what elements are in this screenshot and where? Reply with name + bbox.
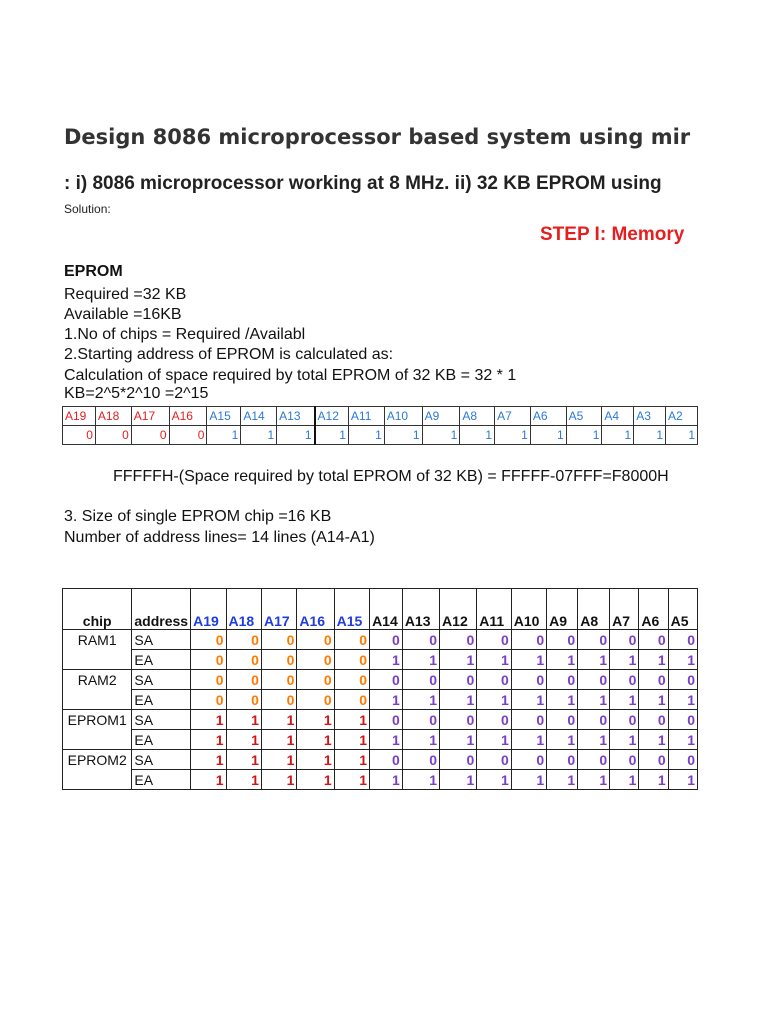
addr-value-a19: 0 (63, 426, 96, 445)
bit-cell: 0 (477, 670, 511, 690)
available-line: Available =16KB (64, 306, 182, 323)
addr-value-a2: 1 (666, 426, 698, 445)
bit-cell: 1 (402, 770, 439, 790)
addr-header-a10: A10 (384, 407, 422, 426)
bit-cell: 0 (334, 690, 369, 710)
bit-cell: 1 (261, 730, 296, 750)
bit-cell: 0 (547, 750, 578, 770)
bit-header-a14: A14 (370, 589, 403, 630)
bit-header-a5: A5 (668, 589, 697, 630)
address-type-cell: EA (132, 770, 191, 790)
memory-row (63, 690, 698, 710)
bit-cell: 0 (334, 630, 369, 650)
bit-cell: 0 (668, 630, 697, 650)
bit-cell: 1 (370, 730, 403, 750)
bit-cell: 1 (334, 750, 369, 770)
addr-header-a14: A14 (241, 407, 277, 426)
addr-value-a13: 1 (277, 426, 315, 445)
bit-header-a9: A9 (547, 589, 578, 630)
bit-cell: 0 (191, 630, 226, 650)
bit-cell: 0 (511, 710, 546, 730)
bit-cell: 1 (261, 710, 296, 730)
bit-cell: 1 (191, 730, 226, 750)
bit-cell: 0 (477, 710, 511, 730)
bit-cell: 1 (477, 650, 511, 670)
bit-cell: 1 (440, 730, 477, 750)
bit-cell: 1 (226, 730, 261, 750)
chip-name-cell: EPROM2 (63, 750, 132, 770)
addr-value-a17: 0 (131, 426, 169, 445)
bit-cell: 1 (639, 690, 668, 710)
bit-cell: 0 (226, 670, 261, 690)
addr-header-a8: A8 (460, 407, 495, 426)
solution-label: Solution: (64, 202, 111, 216)
memory-header-row (63, 589, 698, 630)
bit-cell: 0 (191, 670, 226, 690)
addr-value-a3: 1 (634, 426, 666, 445)
addr-header-a17: A17 (131, 407, 169, 426)
bit-cell: 0 (297, 630, 334, 650)
memory-row (63, 650, 698, 670)
addr-value-a8: 1 (460, 426, 495, 445)
addr-header-a12: A12 (315, 407, 349, 426)
bit-cell: 0 (578, 710, 610, 730)
chip-name-cell (63, 730, 132, 750)
bit-cell: 1 (610, 730, 639, 750)
bit-cell: 0 (297, 670, 334, 690)
bit-cell: 0 (511, 670, 546, 690)
bit-header-a15: A15 (334, 589, 369, 630)
bit-cell: 1 (547, 770, 578, 790)
bit-cell: 1 (191, 710, 226, 730)
bit-cell: 0 (547, 630, 578, 650)
addr-header-a13: A13 (277, 407, 315, 426)
address-type-cell: SA (132, 670, 191, 690)
addr-value-a4: 1 (602, 426, 634, 445)
required-line: Required =32 KB (64, 286, 187, 303)
bit-cell: 1 (578, 770, 610, 790)
addr-header-a19: A19 (63, 407, 96, 426)
bit-cell: 0 (668, 670, 697, 690)
bit-cell: 0 (639, 750, 668, 770)
addr-value-a9: 1 (422, 426, 460, 445)
bit-cell: 1 (578, 690, 610, 710)
addr-header-a9: A9 (422, 407, 460, 426)
memory-row (63, 770, 698, 790)
bit-cell: 1 (334, 730, 369, 750)
bit-header-a18: A18 (226, 589, 261, 630)
bit-cell: 0 (477, 750, 511, 770)
bit-cell: 0 (261, 670, 296, 690)
bit-cell: 1 (334, 710, 369, 730)
bit-cell: 0 (639, 670, 668, 690)
bit-cell: 1 (610, 690, 639, 710)
power-line: KB=2^5*2^10 =2^15 (64, 385, 209, 402)
address-type-cell: SA (132, 710, 191, 730)
address-header-row (63, 407, 698, 426)
address-type-cell: SA (132, 750, 191, 770)
bit-cell: 0 (370, 670, 403, 690)
addr-value-a6: 1 (530, 426, 566, 445)
address-bit-table (62, 406, 698, 445)
bit-cell: 0 (297, 650, 334, 670)
bit-cell: 0 (226, 690, 261, 710)
bit-cell: 1 (639, 730, 668, 750)
bit-header-a7: A7 (610, 589, 639, 630)
bit-cell: 0 (370, 750, 403, 770)
bit-cell: 0 (370, 710, 403, 730)
bit-cell: 1 (511, 690, 546, 710)
bit-cell: 1 (511, 770, 546, 790)
starting-address-line: 2.Starting address of EPROM is calculated as: (64, 346, 394, 363)
bit-cell: 0 (402, 750, 439, 770)
memory-row (63, 750, 698, 770)
bit-cell: 1 (639, 770, 668, 790)
bit-cell: 1 (668, 730, 697, 750)
bit-header-a13: A13 (402, 589, 439, 630)
addr-header-a18: A18 (95, 407, 131, 426)
address-type-cell: SA (132, 630, 191, 650)
bit-cell: 1 (668, 770, 697, 790)
bit-cell: 1 (547, 650, 578, 670)
bit-header-a10: A10 (511, 589, 546, 630)
bit-cell: 1 (370, 770, 403, 790)
bit-cell: 0 (610, 670, 639, 690)
bit-cell: 1 (639, 650, 668, 670)
address-column-header: address (132, 589, 191, 630)
addr-header-a4: A4 (602, 407, 634, 426)
addr-value-a12: 1 (315, 426, 349, 445)
bit-cell: 0 (226, 650, 261, 670)
bit-cell: 1 (191, 770, 226, 790)
chips-line: 1.No of chips = Required /Availabl (64, 326, 306, 343)
chip-name-cell (63, 770, 132, 790)
bit-cell: 0 (402, 670, 439, 690)
bit-cell: 1 (440, 650, 477, 670)
bit-cell: 1 (511, 730, 546, 750)
bit-header-a12: A12 (440, 589, 477, 630)
bit-cell: 0 (261, 630, 296, 650)
bit-header-a11: A11 (477, 589, 511, 630)
addr-value-a18: 0 (95, 426, 131, 445)
bit-cell: 1 (297, 750, 334, 770)
bit-cell: 0 (511, 750, 546, 770)
bit-cell: 1 (477, 730, 511, 750)
eprom-heading: EPROM (64, 263, 123, 280)
addr-header-a15: A15 (207, 407, 241, 426)
address-value-row (63, 426, 698, 445)
bit-cell: 0 (610, 630, 639, 650)
bit-cell: 0 (547, 710, 578, 730)
bit-cell: 1 (261, 750, 296, 770)
memory-map-table (62, 588, 698, 790)
bit-cell: 1 (402, 730, 439, 750)
bit-cell: 0 (191, 650, 226, 670)
addr-value-a7: 1 (495, 426, 531, 445)
bit-cell: 1 (440, 770, 477, 790)
bit-cell: 0 (547, 670, 578, 690)
bit-cell: 0 (668, 710, 697, 730)
addr-value-a15: 1 (207, 426, 241, 445)
addr-value-a10: 1 (384, 426, 422, 445)
memory-row (63, 710, 698, 730)
bit-cell: 0 (511, 630, 546, 650)
bit-cell: 0 (578, 750, 610, 770)
bit-header-a17: A17 (261, 589, 296, 630)
memory-row (63, 630, 698, 650)
bit-cell: 1 (668, 690, 697, 710)
address-type-cell: EA (132, 650, 191, 670)
chip-name-cell: RAM2 (63, 670, 132, 690)
chip-name-cell: RAM1 (63, 630, 132, 650)
bit-cell: 1 (191, 750, 226, 770)
bit-cell: 0 (297, 690, 334, 710)
bit-cell: 0 (610, 750, 639, 770)
bit-cell: 1 (226, 710, 261, 730)
bit-cell: 1 (402, 650, 439, 670)
bit-cell: 0 (610, 710, 639, 730)
bit-cell: 0 (191, 690, 226, 710)
bit-header-a19: A19 (191, 589, 226, 630)
bit-cell: 1 (402, 690, 439, 710)
chip-column-header: chip (63, 589, 132, 630)
bit-cell: 0 (402, 630, 439, 650)
addr-value-a11: 1 (348, 426, 384, 445)
bit-cell: 1 (578, 730, 610, 750)
address-type-cell: EA (132, 730, 191, 750)
bit-cell: 0 (440, 670, 477, 690)
bit-cell: 1 (547, 730, 578, 750)
bit-cell: 1 (370, 650, 403, 670)
chip-name-cell (63, 650, 132, 670)
chip-name-cell (63, 690, 132, 710)
bit-cell: 0 (261, 650, 296, 670)
address-lines-line: Number of address lines= 14 lines (A14-A1) (64, 529, 375, 546)
bit-header-a16: A16 (297, 589, 334, 630)
bit-cell: 1 (226, 750, 261, 770)
bit-cell: 0 (261, 690, 296, 710)
calculation-line: Calculation of space required by total EPROM of 32 KB = 32 * 1 (64, 367, 517, 384)
document-title: Design 8086 microprocessor based system using mir (64, 125, 691, 149)
memory-row (63, 730, 698, 750)
bit-cell: 1 (610, 770, 639, 790)
bit-cell: 0 (578, 670, 610, 690)
bit-cell: 0 (334, 650, 369, 670)
addr-header-a5: A5 (566, 407, 602, 426)
bit-cell: 1 (226, 770, 261, 790)
addr-value-a14: 1 (241, 426, 277, 445)
bit-header-a6: A6 (639, 589, 668, 630)
bit-cell: 0 (370, 630, 403, 650)
problem-statement: : i) 8086 microprocessor working at 8 MHz. ii) 32 KB EPROM using (64, 173, 662, 194)
bit-cell: 0 (334, 670, 369, 690)
addr-value-a16: 0 (169, 426, 207, 445)
bit-cell: 1 (477, 770, 511, 790)
bit-cell: 1 (610, 650, 639, 670)
addr-value-a5: 1 (566, 426, 602, 445)
bit-cell: 0 (402, 710, 439, 730)
bit-cell: 0 (440, 750, 477, 770)
bit-cell: 0 (639, 710, 668, 730)
chip-size-line: 3. Size of single EPROM chip =16 KB (64, 508, 332, 525)
addr-header-a7: A7 (495, 407, 531, 426)
memory-row (63, 670, 698, 690)
bit-cell: 1 (440, 690, 477, 710)
step-heading: STEP I: Memory (540, 224, 685, 245)
bit-cell: 0 (440, 630, 477, 650)
starting-address-formula: FFFFFH-(Space required by total EPROM of 32 KB) = FFFFF-07FFF=F8000H (113, 468, 669, 485)
addr-header-a2: A2 (666, 407, 698, 426)
bit-cell: 0 (639, 630, 668, 650)
bit-cell: 1 (297, 710, 334, 730)
chip-name-cell: EPROM1 (63, 710, 132, 730)
addr-header-a16: A16 (169, 407, 207, 426)
addr-header-a6: A6 (530, 407, 566, 426)
bit-cell: 1 (370, 690, 403, 710)
bit-cell: 1 (578, 650, 610, 670)
bit-cell: 1 (297, 770, 334, 790)
bit-cell: 0 (440, 710, 477, 730)
bit-header-a8: A8 (578, 589, 610, 630)
bit-cell: 1 (668, 650, 697, 670)
bit-cell: 1 (547, 690, 578, 710)
bit-cell: 1 (511, 650, 546, 670)
address-type-cell: EA (132, 690, 191, 710)
bit-cell: 0 (226, 630, 261, 650)
bit-cell: 1 (477, 690, 511, 710)
addr-header-a3: A3 (634, 407, 666, 426)
addr-header-a11: A11 (348, 407, 384, 426)
bit-cell: 0 (477, 630, 511, 650)
bit-cell: 0 (668, 750, 697, 770)
bit-cell: 1 (261, 770, 296, 790)
bit-cell: 1 (297, 730, 334, 750)
bit-cell: 1 (334, 770, 369, 790)
bit-cell: 0 (578, 630, 610, 650)
